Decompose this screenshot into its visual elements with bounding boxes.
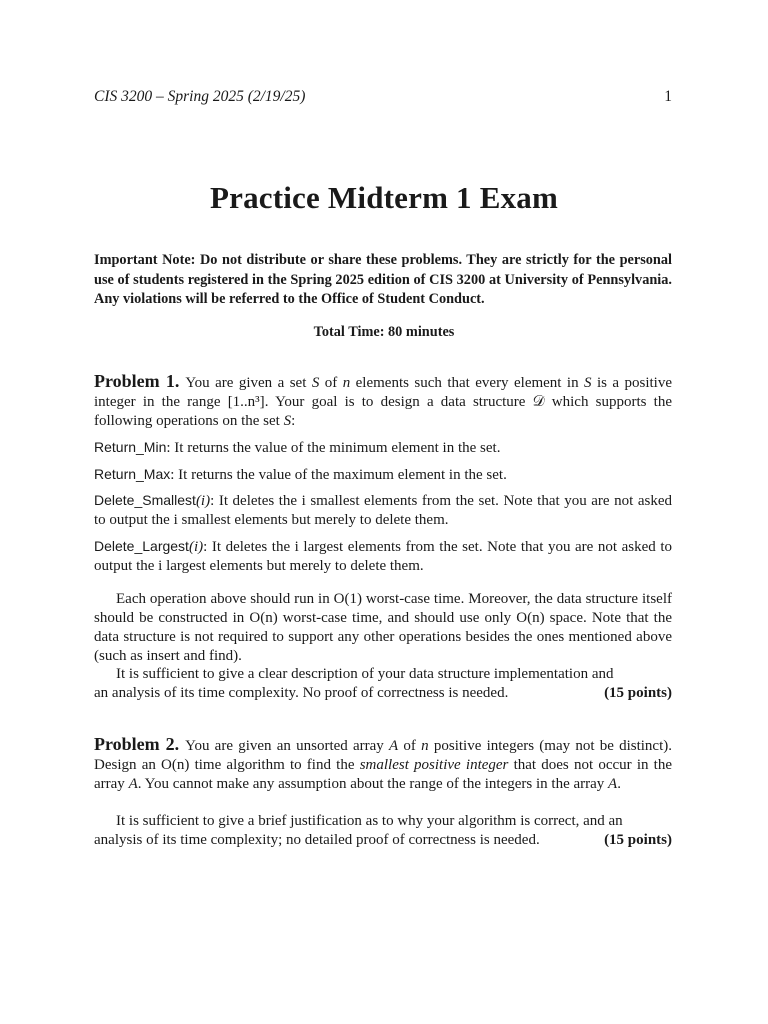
problem1-points: (15 points) [604,685,672,701]
page-header [94,88,672,106]
problem2-guidance-end: analysis of its time complexity; no detailed proof of correctness is needed. (15 points) [94,832,672,848]
problem1-intro: Problem 1. You are given a set S of n elements such that every element in S is a positive integer in the range [1..n³]. Your goal is to design a data structure 𝒟 which supports the following operations on the set S: [94,371,672,429]
total-time: Total Time: 80 minutes [313,324,455,340]
page-number: 1 [664,88,672,105]
exam-title: Practice Midterm 1 Exam [209,180,559,215]
problem1-guidance-end: an analysis of its time complexity. No proof of correctness is needed. (15 points) [94,685,672,701]
problem2-guidance: It is sufficient to give a brief justification as to why your algorithm is correct, and an [116,813,623,829]
important-note: Important Note: Do not distribute or share these problems. They are strictly for the personal use of students registered in the Spring 2025 edition of CIS 3200 at University of Pennsylvania. Any violations will be referred to the Office of Student Conduct. [94,252,672,307]
problem2-points: (15 points) [604,832,672,848]
operation-return-max: Return_Max: It returns the value of the maximum element in the set. [94,466,507,483]
problem1-heading: Problem 1. [94,371,180,391]
operation-delete-largest: Delete_Largest(i): It deletes the i largest elements from the set. Note that you are not asked to output the i largest elements but merely to delete them. [94,538,672,574]
operation-delete-smallest: Delete_Smallest(i): It deletes the i smallest elements from the set. Note that you are not asked to output the i smallest elements but merely to delete them. [94,492,672,528]
operation-return-min: Return_Min: It returns the value of the minimum element in the set. [94,439,501,456]
course-info: CIS 3200 – Spring 2025 (2/19/25) [94,88,306,105]
problem2-text: Problem 2. You are given an unsorted array A of n positive integers (may not be distinct). Design an O(n) time algorithm to find the smallest positive integer that does not occur in the array A. You cannot make any assumption about the range of the integers in the array A. [94,734,673,792]
problem1-requirements: Each operation above should run in O(1) worst-case time. Moreover, the data structure itself should be constructed in O(n) worst-case time, and should use only O(n) space. Note that the data structure is not required to support any other operations besides the ones mentioned above (such as insert and find). [94,591,672,664]
problem1-guidance: It is sufficient to give a clear description of your data structure implementation and [116,666,614,682]
problem2-heading: Problem 2. [94,734,180,754]
